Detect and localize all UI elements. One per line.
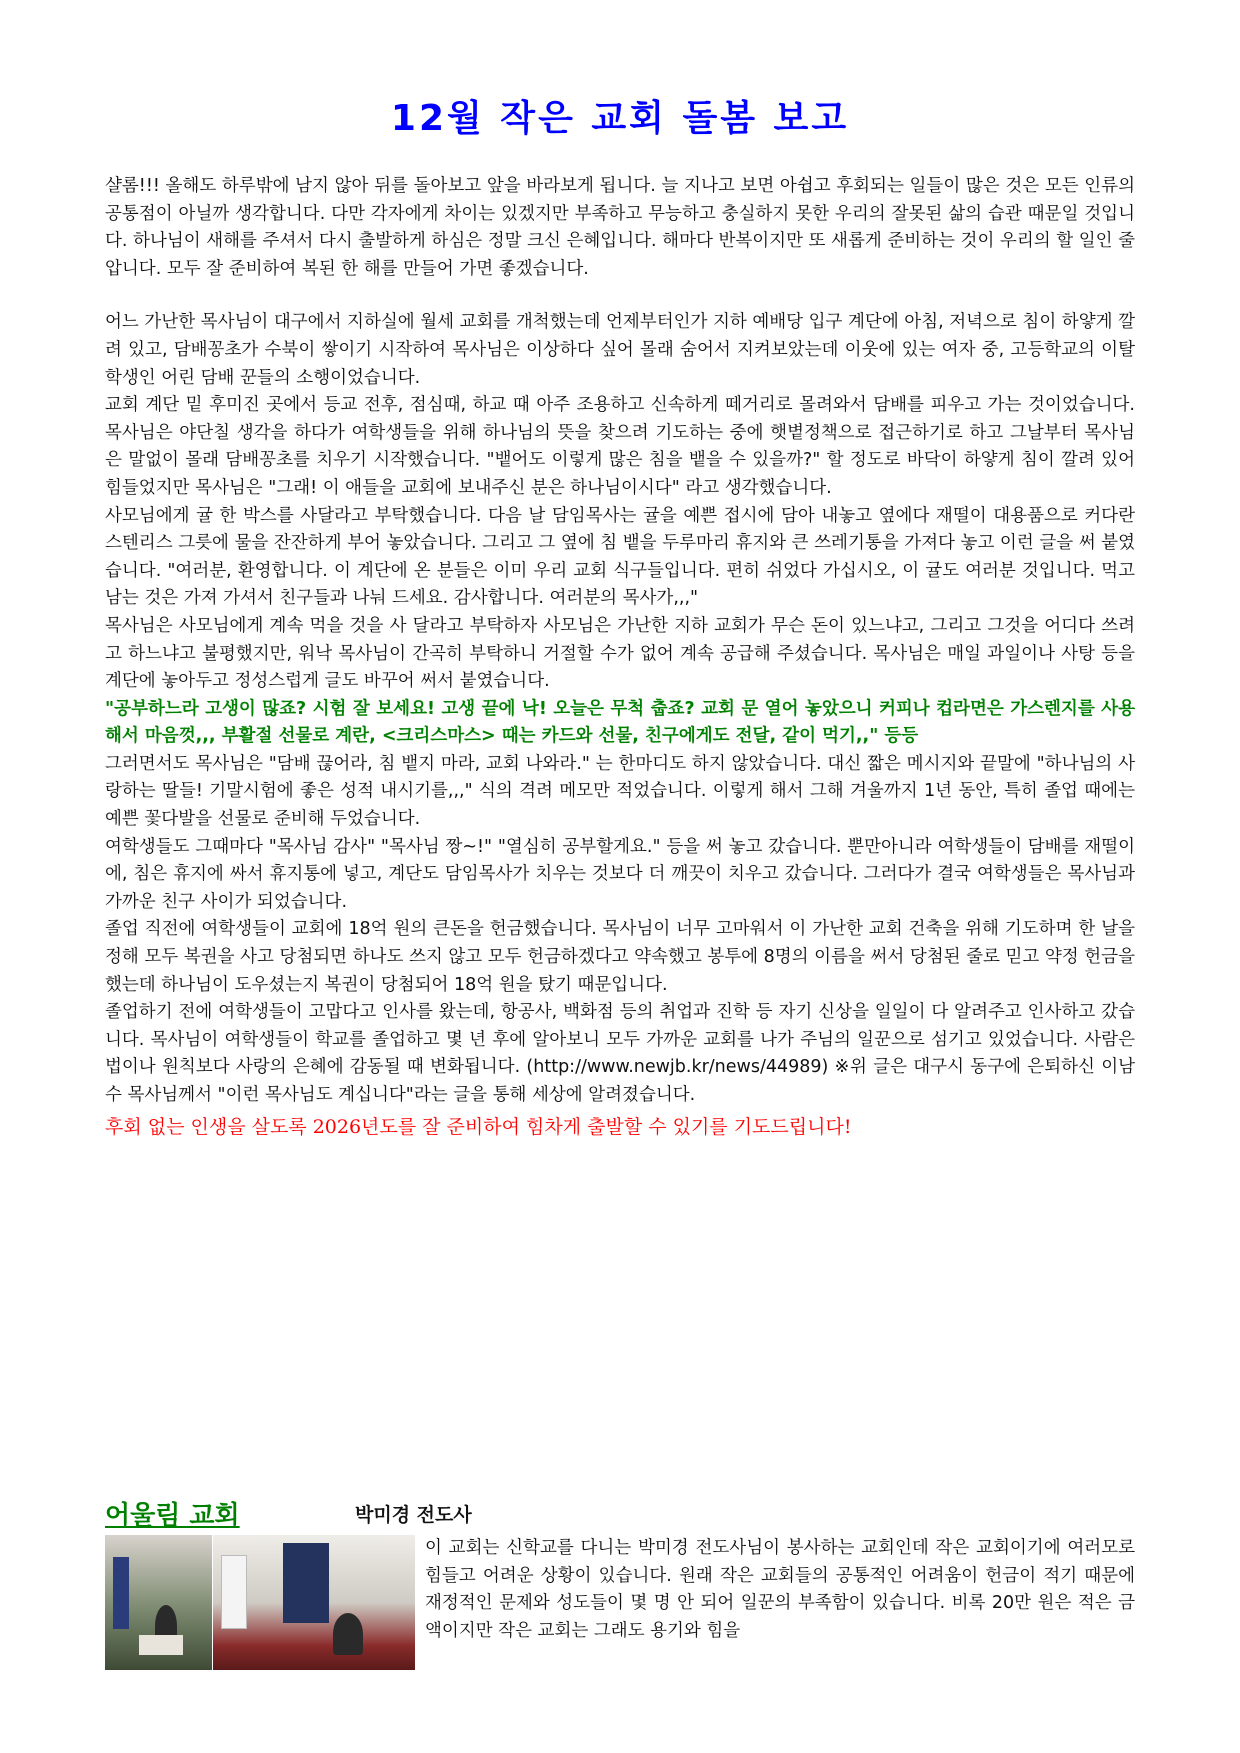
paragraph-story-4: 목사님은 사모님에게 계속 먹을 것을 사 달라고 부탁하자 사모님은 가난한 지하 교회가 무슨 돈이 있느냐고, 그리고 그것을 어디다 쓰려고 하느냐고 불평했지만, 워낙 목사님이 간곡히 부탁하니 거절할 수가 없어 계속 공급해 주셨습니다. 목사님은 매일 과일이나 사탕 등을 계단에 놓아두고 정성스럽게 글도 바꾸어 써서 붙였습니다. <box>105 615 1135 692</box>
page-title: 12월 작은 교회 돌봄 보고 <box>390 98 850 139</box>
church-description: 이 교회는 신학교를 다니는 박미경 전도사님이 봉사하는 교회인데 작은 교회이기에 여러모로 힘들고 어려운 상황이 있습니다. 원래 작은 교회들의 공통적인 어려움이 헌금이 적기 때문에 재정적인 문제와 성도들이 몇 명 안 되어 일꾼의 부족함이 있습니다. 비록 20만 원은 적은 금액이지만 작은 교회는 그래도 용기와 힘을 <box>425 1538 1135 1641</box>
paragraph-story-3: 사모님에게 귤 한 박스를 사달라고 부탁했습니다. 다음 날 담임목사는 귤을 예쁜 접시에 담아 내놓고 옆에다 재떨이 대용품으로 커다란 스텐리스 그릇에 물을 잔잔하게 부어 놓았습니다. 그리고 그 옆에 침 뱉을 두루마리 휴지와 큰 쓰레기통을 가져다 놓고 이런 글을 써 붙였습니다. "여러분, 환영합니다. 이 계단에 온 분들은 이미 우리 교회 식구들입니다. 편히 쉬었다 가십시오, 이 귤도 여러분 것입니다. 먹고 남는 것은 가져 가셔서 친구들과 나눠 드세요. 감사합니다. 여러분의 목사가,,," <box>105 505 1135 609</box>
church-exterior-photo <box>105 1535 212 1670</box>
paragraph-story-7: 여학생들도 그때마다 "목사님 감사" "목사님 짱~!" "열심히 공부할게요." 등을 써 놓고 갔습니다. 뿐만아니라 여학생들이 담배를 재떨이에, 침은 휴지에 싸서 휴지통에 넣고, 계단도 담임목사가 치우는 것보다 더 깨끗이 치우고 갔습니다. 그러다가 결국 여학생들은 목사님과 가까운 친구 사이가 되었습니다. <box>105 836 1135 912</box>
pulpit-banner <box>283 1543 329 1623</box>
paragraph-story-8: 졸업 직전에 여학생들이 교회에 18억 원의 큰돈을 헌금했습니다. 목사님이 너무 고마워서 이 가난한 교회 건축을 위해 기도하며 한 날을 정해 모두 복권을 사고 당첨되면 하나도 쓰지 않고 모두 헌금하겠다고 약속했고 봉투에 8명의 이름을 써서 당첨된 줄로 믿고 약정 헌금을 했는데 하나님이 도우셨는지 복권이 당첨되어 18억 원을 탔기 때문입니다. <box>105 919 1135 995</box>
church-photos <box>105 1535 415 1670</box>
paragraph-story-2: 교회 계단 밑 후미진 곳에서 등교 전후, 점심때, 하교 때 아주 조용하고 신속하게 떼거리로 몰려와서 담배를 피우고 가는 것이었습니다. 목사님은 야단칠 생각을 하다가 여학생들을 위해 하나님의 뜻을 찾으려 기도하는 중에 햇볕정책으로 접근하기로 하고 그날부터 목사님은 말없이 몰래 담배꽁초를 치우기 시작했습니다. "뱉어도 이렇게 많은 침을 뱉을 수 있을까?" 할 정도로 바닥이 하얗게 침이 깔려 있어 힘들었지만 목사님은 "그래! 이 애들을 교회에 보내주신 분은 하나님이시다" 라고 생각했습니다. <box>105 395 1135 498</box>
church-section <box>105 1495 1135 1665</box>
church-name: 어울림 교회 <box>105 1501 240 1531</box>
person-figure <box>333 1613 363 1655</box>
paragraph-gap <box>105 283 1135 309</box>
banner-shape <box>113 1557 129 1629</box>
closing-prayer: 후회 없는 인생을 살도록 2026년도를 잘 준비하여 힘차게 출발할 수 있기를 기도드립니다! <box>105 1115 852 1138</box>
paragraph-story-5: "공부하느라 고생이 많죠? 시험 잘 보세요! 고생 끝에 낙! 오늘은 무척 춥죠? 교회 문 열어 놓았으니 커피나 컵라면은 가스렌지를 사용해서 마음껏,,, 부활절 선물로 계란, <크리스마스> 때는 카드와 선물, 친구에게도 전달, 같이 먹기,," 등등 <box>105 698 1135 747</box>
paragraph-story-6: 그러면서도 목사님은 "담배 끊어라, 침 뱉지 마라, 교회 나와라." 는 한마디도 하지 않았습니다. 대신 짧은 메시지와 끝말에 "하나님의 사랑하는 딸들! 기말시험에 좋은 성적 내시기를,,," 식의 격려 메모만 적었습니다. 이렇게 해서 그해 겨울까지 1년 동안, 특히 졸업 때에는 예쁜 꽃다발을 선물로 준비해 두었습니다. <box>105 753 1135 830</box>
door-shape <box>221 1555 247 1629</box>
paragraph-story-1: 어느 가난한 목사님이 대구에서 지하실에 월세 교회를 개척했는데 언제부터인가 지하 예배당 입구 계단에 아침, 저녁으로 침이 하얗게 깔려 있고, 담배꽁초가 수북이 쌓이기 시작하여 목사님은 이상하다 싶어 몰래 숨어서 지켜보았는데 이웃에 있는 여자 중, 고등학교의 이탈 학생인 어린 담배 꾼들의 소행이었습니다. <box>105 312 1135 388</box>
document-body <box>105 80 1135 1142</box>
church-interior-photo <box>213 1535 415 1670</box>
church-pastor: 박미경 전도사 <box>355 1504 472 1526</box>
paragraph-intro: 샬롬!!! 올해도 하루밖에 남지 않아 뒤를 돌아보고 앞을 바라보게 됩니다. 늘 지나고 보면 아쉽고 후회되는 일들이 많은 것은 모든 인류의 공통점이 아닐까 생각합니다. 다만 각자에게 차이는 있겠지만 부족하고 무능하고 충실하지 못한 우리의 잘못된 삶의 습관 때문일 것입니다. 하나님이 새해를 주셔서 다시 출발하게 하심은 정말 크신 은혜입니다. 해마다 반복이지만 또 새롭게 준비하는 것이 우리의 할 일인 줄 압니다. 모두 잘 준비하여 복된 한 해를 만들어 가면 좋겠습니다. <box>105 176 1135 279</box>
paragraph-story-9: 졸업하기 전에 여학생들이 고맙다고 인사를 왔는데, 항공사, 백화점 등의 취업과 진학 등 자기 신상을 일일이 다 알려주고 인사하고 갔습니다. 목사님이 여학생들이 학교를 졸업하고 몇 년 후에 알아보니 모두 가까운 교회를 나가 주님의 일꾼으로 섬기고 있었습니다. 사람은 법이나 원칙보다 사랑의 은혜에 감동될 때 변화됩니다. (http://www.newjb.kr/news/44989) ※위 글은 대구시 동구에 은퇴하신 이남수 목사님께서 "이런 목사님도 계십니다"라는 글을 통해 세상에 알려졌습니다. <box>105 1002 1135 1105</box>
table-shape <box>139 1635 183 1655</box>
